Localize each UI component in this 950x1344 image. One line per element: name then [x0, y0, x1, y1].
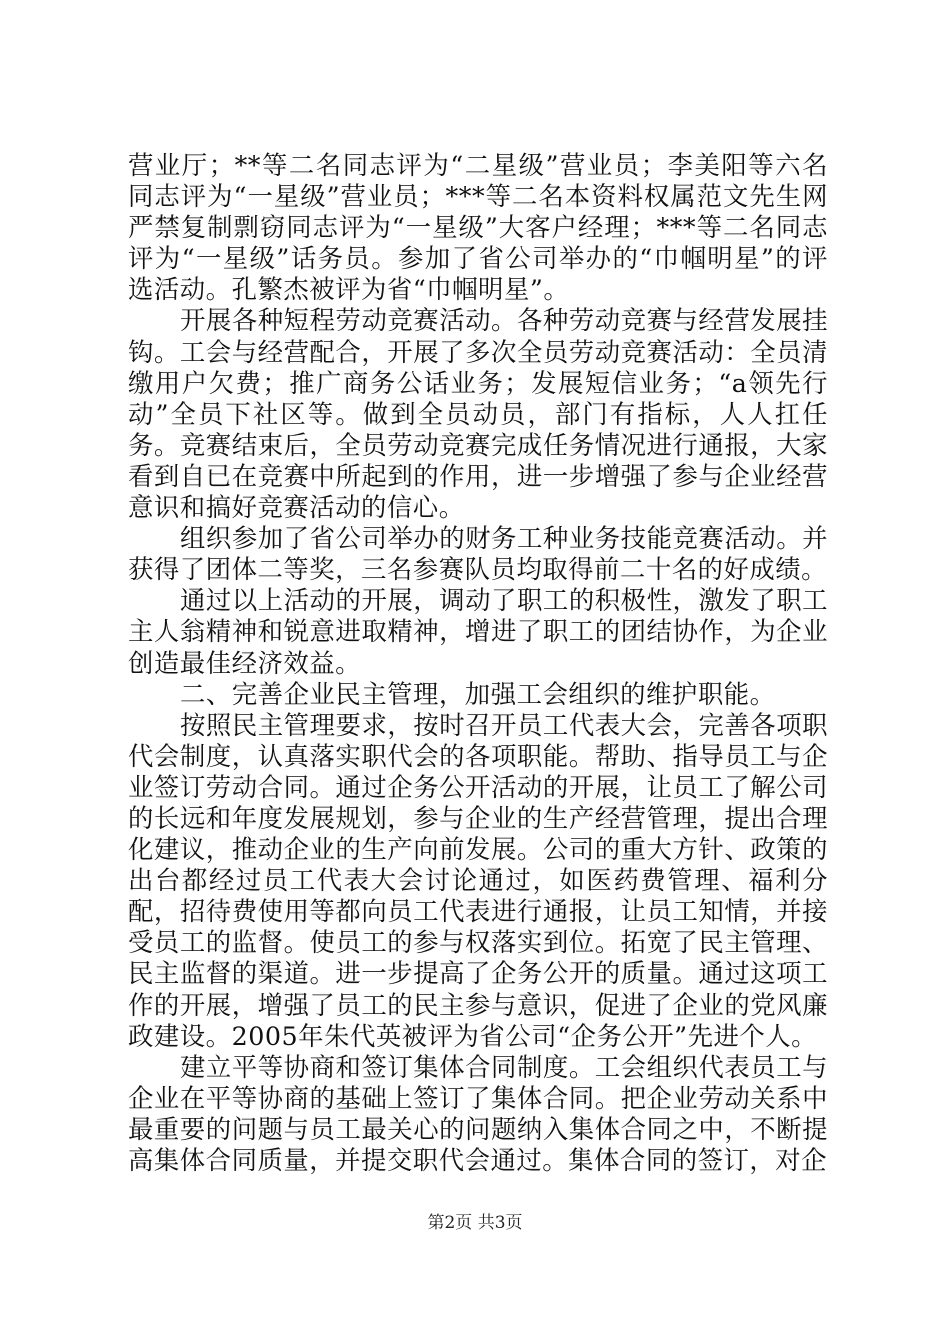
paragraph-1: 营业厅；**等二名同志评为“二星级”营业员；李美阳等六名同志评为“一星级”营业员；***等二名本资料权属范文先生网严禁复制剽窃同志评为“一星级”大客户经理；***等二名同志评为“一星级”话务员。参加了省公司举办的“巾帼明星”的评选活动。孔繁杰被评为省“巾帼明星”。 — [128, 150, 828, 305]
section-heading: 二、完善企业民主管理，加强工会组织的维护职能。 — [180, 678, 776, 709]
paragraph-6: 建立平等协商和签订集体合同制度。工会组织代表员工与企业在平等协商的基础上签订了集体合同。把企业劳动关系中最重要的问题与员工最关心的问题纳入集体合同之中，不断提高集体合同质量，并提交职代会通过。集体合同的签订，对企 — [128, 1051, 828, 1175]
paragraph-2: 开展各种短程劳动竞赛活动。各种劳动竞赛与经营发展挂钩。工会与经营配合，开展了多次全员劳动竞赛活动：全员清缴用户欠费；推广商务公话业务；发展短信业务；“a领先行动”全员下社区等。做到全员动员，部门有指标，人人扛任务。竞赛结束后，全员劳动竞赛完成任务情况进行通报，大家看到自已在竞赛中所起到的作用，进一步增强了参与企业经营意识和搞好竞赛活动的信心。 — [128, 305, 828, 523]
paragraph-4: 通过以上活动的开展，调动了职工的积极性，激发了职工主人翁精神和锐意进取精神，增进了职工的团结协作，为企业创造最佳经济效益。 — [128, 585, 828, 678]
document-body — [128, 150, 828, 1176]
page-footer: 第2页 共3页 — [427, 1213, 523, 1233]
paragraph-3: 组织参加了省公司举办的财务工种业务技能竞赛活动。并获得了团体二等奖，三名参赛队员均取得前二十名的好成绩。 — [128, 523, 828, 585]
paragraph-5: 按照民主管理要求，按时召开员工代表大会，完善各项职代会制度，认真落实职代会的各项职能。帮助、指导员工与企业签订劳动合同。通过企务公开活动的开展，让员工了解公司的长远和年度发展规划，参与企业的生产经营管理，提出合理化建议，推动企业的生产向前发展。公司的重大方针、政策的出台都经过员工代表大会讨论通过，如医药费管理、福利分配，招待费使用等都向员工代表进行通报，让员工知情，并接受员工的监督。使员工的参与权落实到位。拓宽了民主管理、民主监督的渠道。进一步提高了企务公开的质量。通过这项工作的开展，增强了员工的民主参与意识，促进了企业的党风廉政建设。2005年朱代英被评为省公司“企务公开”先进个人。 — [128, 709, 828, 1051]
